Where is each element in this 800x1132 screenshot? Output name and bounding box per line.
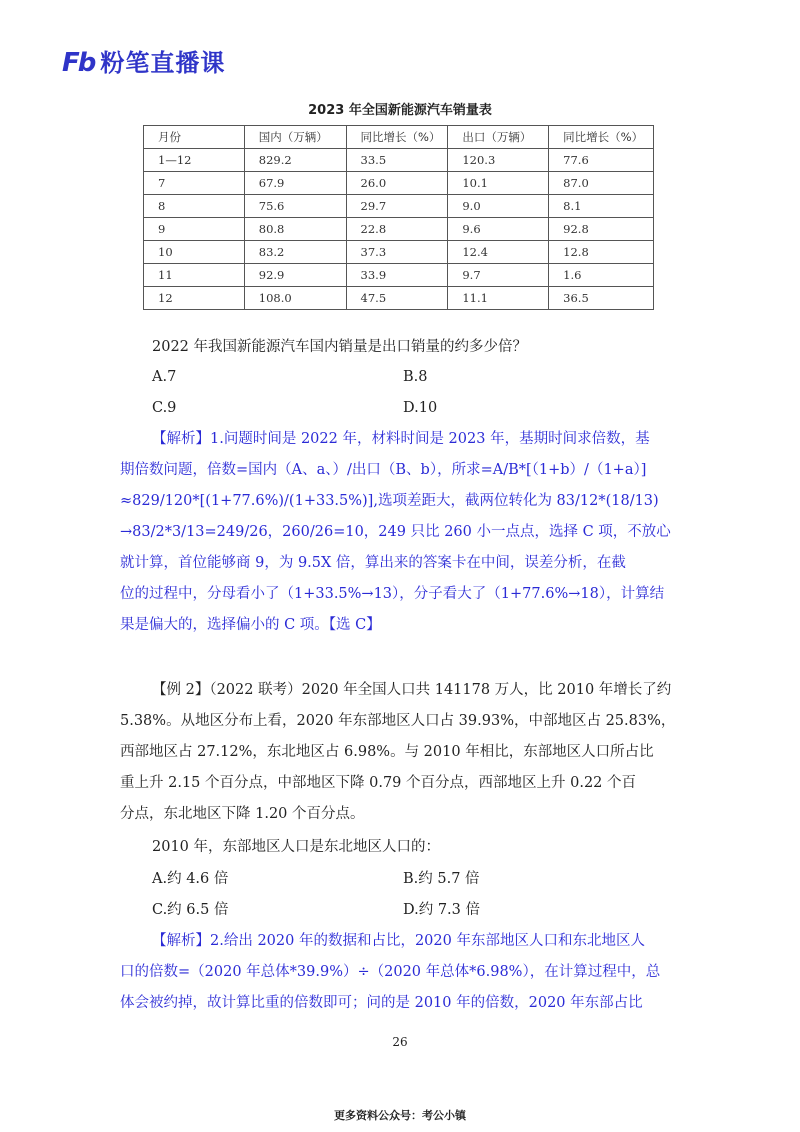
option-d: D.10 — [403, 400, 438, 416]
column-header: 同比增长（%） — [549, 126, 654, 149]
table-row — [144, 218, 654, 241]
table-cell: 33.9 — [346, 264, 448, 287]
column-header: 月份 — [144, 126, 245, 149]
table-title: 2023 年全国新能源汽车销量表 — [308, 103, 492, 118]
stem-line: 【例 2】（2022 联考）2020 年全国人口共 141178 万人，比 2010 年增长了约 — [152, 682, 672, 698]
option-a: A.7 — [152, 369, 177, 385]
table-cell: 11 — [144, 264, 245, 287]
stem-line: 西部地区占 27.12%，东北地区占 6.98%。与 2010 年相比，东部地区人口所占比 — [120, 744, 654, 760]
table-cell: 83.2 — [244, 241, 346, 264]
table-cell: 8 — [144, 195, 245, 218]
option-c: C.约 6.5 倍 — [152, 902, 229, 918]
analysis-line: 【解析】1.问题时间是 2022 年，材料时间是 2023 年，基期时间求倍数，基 — [152, 431, 650, 447]
table-cell: 92.8 — [549, 218, 654, 241]
column-header: 出口（万辆） — [448, 126, 549, 149]
table-row — [144, 149, 654, 172]
table-cell: 12.4 — [448, 241, 549, 264]
table-cell: 26.0 — [346, 172, 448, 195]
question-1: 2022 年我国新能源汽车国内销量是出口销量的约多少倍？ — [152, 339, 528, 355]
page-number: 26 — [392, 1035, 408, 1049]
table-cell: 1.6 — [549, 264, 654, 287]
table-cell: 120.3 — [448, 149, 549, 172]
table-cell: 9.7 — [448, 264, 549, 287]
table-cell: 77.6 — [549, 149, 654, 172]
table-cell: 8.1 — [549, 195, 654, 218]
table-cell: 10 — [144, 241, 245, 264]
table-cell: 829.2 — [244, 149, 346, 172]
table-cell: 87.0 — [549, 172, 654, 195]
analysis-line: →83/2*3/13=249/26，260/26=10，249 只比 260 小一点点，选择 C 项，不放心 — [120, 524, 671, 540]
table-cell: 29.7 — [346, 195, 448, 218]
analysis-2 — [120, 926, 685, 1019]
option-b: B.8 — [403, 369, 428, 385]
table-cell: 36.5 — [549, 287, 654, 310]
table-cell: 33.5 — [346, 149, 448, 172]
sales-table — [143, 125, 654, 310]
table-cell: 10.1 — [448, 172, 549, 195]
stem-line: 5.38%。从地区分布上看，2020 年东部地区人口占 39.93%，中部地区占 25.83%， — [120, 713, 676, 729]
analysis-line: 口的倍数=（2020 年总体*39.9%）÷（2020 年总体*6.98%），在计算过程中，总 — [120, 964, 661, 980]
table-cell: 9 — [144, 218, 245, 241]
analysis-line: 就计算，首位能够商 9，为 9.5X 倍，算出来的答案卡在中间，误差分析，在截 — [120, 555, 626, 571]
table-cell: 9.6 — [448, 218, 549, 241]
analysis-line: ≈829/120*[(1+77.6%)/(1+33.5%)],选项差距大，截两位转化为 83/12*(18/13) — [120, 493, 659, 509]
table-cell: 47.5 — [346, 287, 448, 310]
analysis-line: 期倍数问题，倍数=国内（A、a、）/出口（B、b），所求=A/B*[（1+b）/（1+a）] — [120, 462, 647, 478]
table-cell: 12 — [144, 287, 245, 310]
footer-note: 更多资料公众号：考公小镇 — [334, 1109, 466, 1122]
option-d: D.约 7.3 倍 — [403, 902, 480, 918]
option-a: A.约 4.6 倍 — [152, 871, 229, 887]
table-row — [144, 264, 654, 287]
table-cell: 37.3 — [346, 241, 448, 264]
stem-line: 分点，东北地区下降 1.20 个百分点。 — [120, 806, 365, 822]
table-cell: 80.8 — [244, 218, 346, 241]
table-cell: 12.8 — [549, 241, 654, 264]
table-cell: 108.0 — [244, 287, 346, 310]
option-b: B.约 5.7 倍 — [403, 871, 480, 887]
table-cell: 92.9 — [244, 264, 346, 287]
brand-logo — [62, 50, 225, 76]
table-cell: 9.0 — [448, 195, 549, 218]
table-row — [144, 172, 654, 195]
example-2-stem — [120, 675, 685, 830]
table-cell: 67.9 — [244, 172, 346, 195]
analysis-line: 位的过程中，分母看小了（1+33.5%→13），分子看大了（1+77.6%→18），计算结 — [120, 586, 665, 602]
table-cell: 75.6 — [244, 195, 346, 218]
table-header-row — [144, 126, 654, 149]
table-row — [144, 287, 654, 310]
table-cell: 11.1 — [448, 287, 549, 310]
column-header: 国内（万辆） — [244, 126, 346, 149]
table-row — [144, 241, 654, 264]
table-row — [144, 195, 654, 218]
analysis-line: 体会被约掉，故计算比重的倍数即可；问的是 2010 年的倍数，2020 年东部占比 — [120, 995, 643, 1011]
table-body — [144, 149, 654, 310]
option-c: C.9 — [152, 400, 177, 416]
table-cell: 7 — [144, 172, 245, 195]
analysis-line: 【解析】2.给出 2020 年的数据和占比，2020 年东部地区人口和东北地区人 — [152, 933, 645, 949]
stem-line: 重上升 2.15 个百分点，中部地区下降 0.79 个百分点，西部地区上升 0.22 个百 — [120, 775, 637, 791]
analysis-line: 果是偏大的，选择偏小的 C 项。【选 C】 — [120, 617, 381, 633]
brand-name: 粉笔直播课 — [100, 49, 226, 77]
analysis-1 — [120, 424, 685, 641]
fb-logo-icon: Fb — [62, 48, 95, 78]
column-header: 同比增长（%） — [346, 126, 448, 149]
table-cell: 22.8 — [346, 218, 448, 241]
question-2: 2010 年，东部地区人口是东北地区人口的： — [152, 839, 441, 855]
table-cell: 1—12 — [144, 149, 245, 172]
